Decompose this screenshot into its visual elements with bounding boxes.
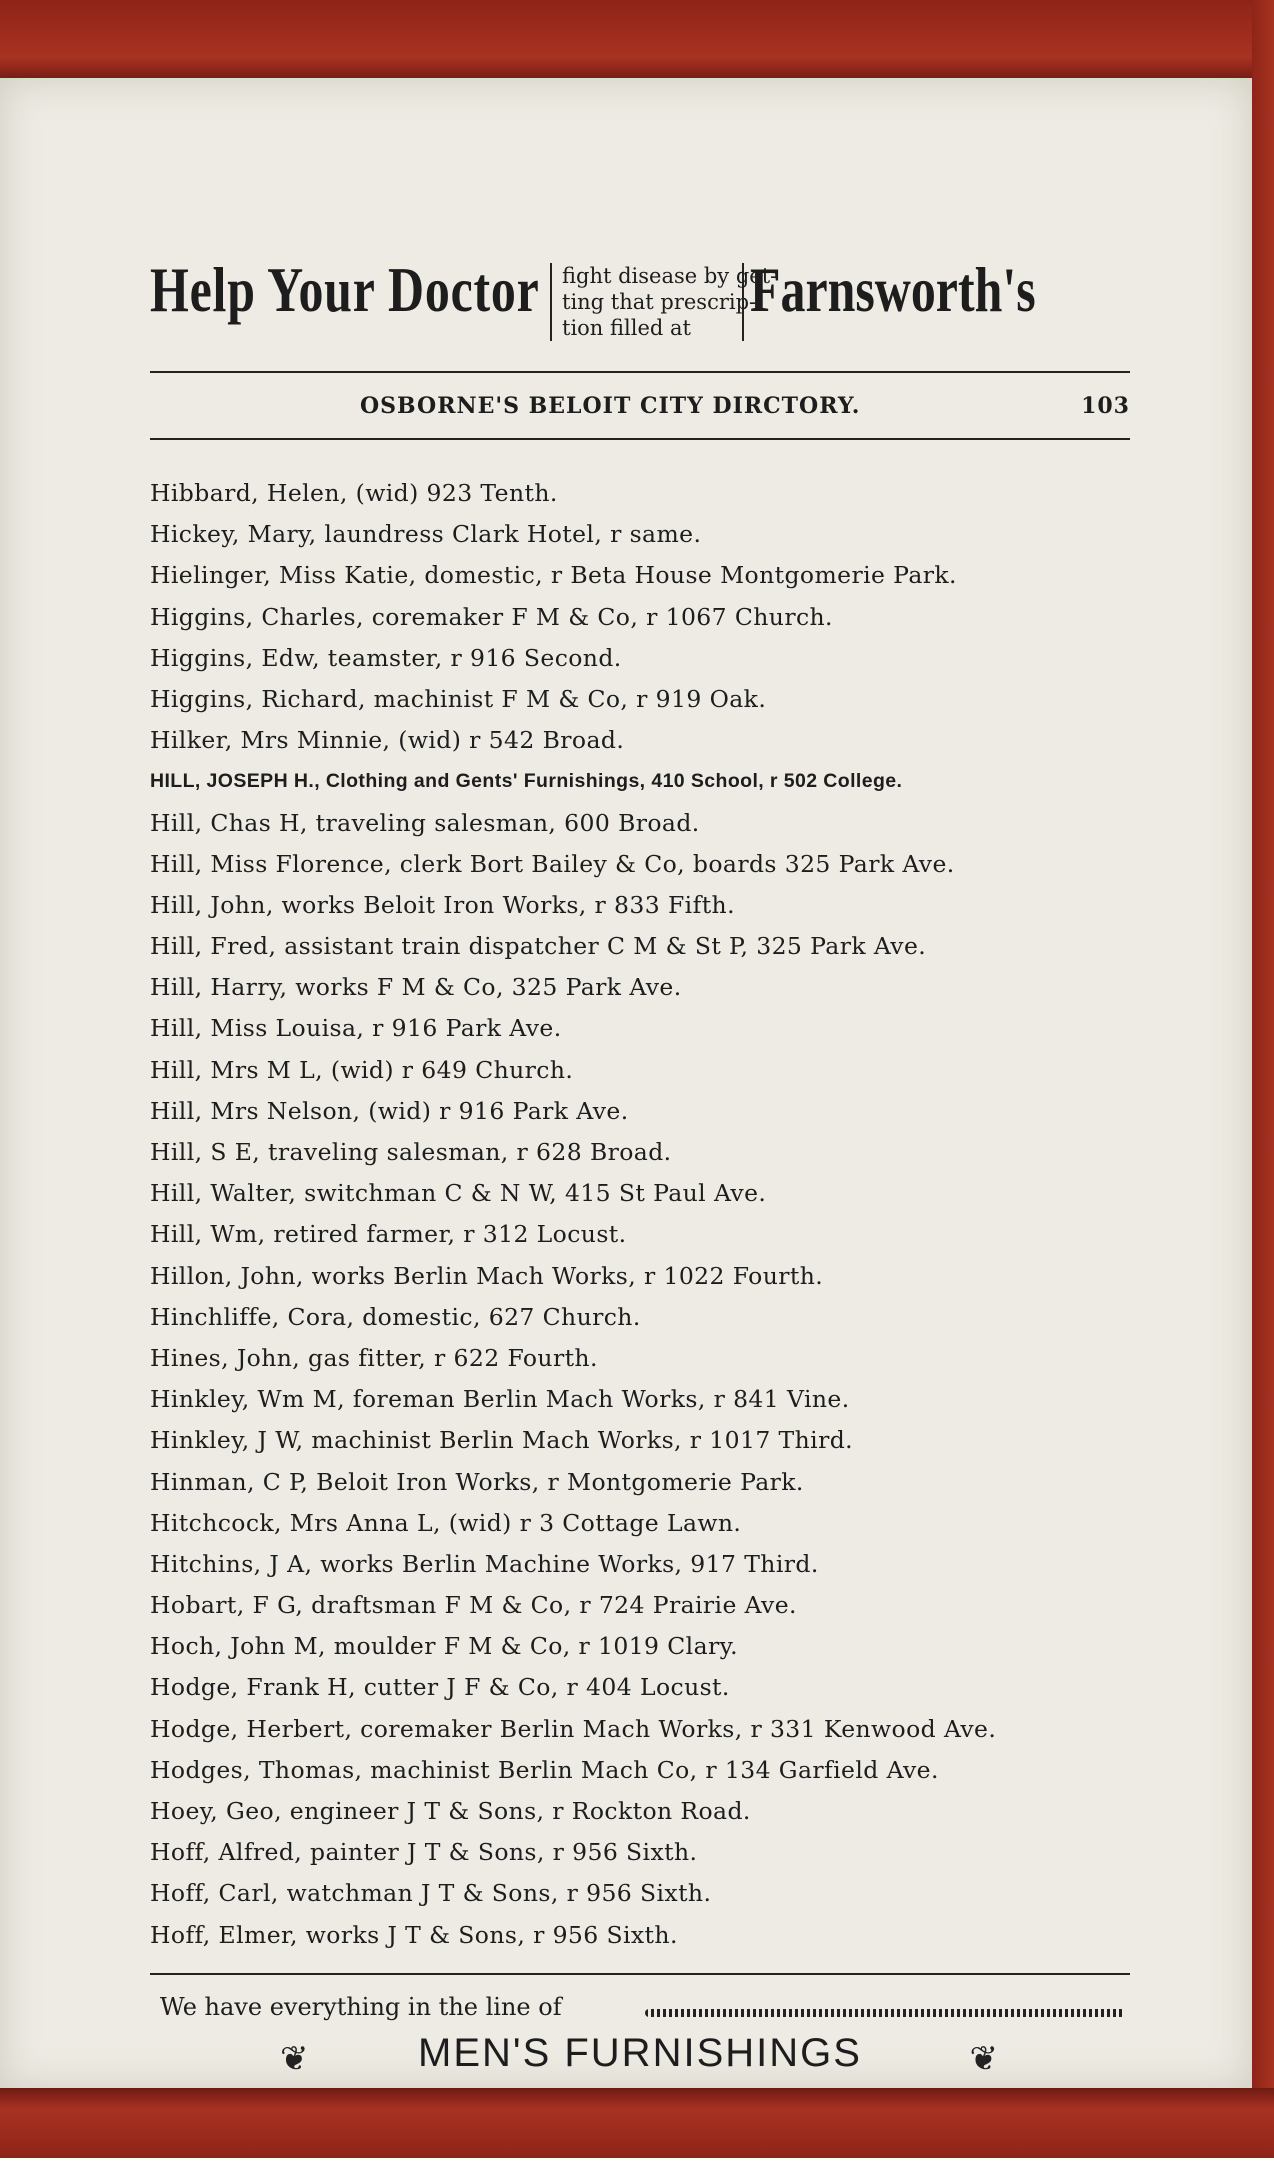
ad-headline-right: Farnsworth's (750, 254, 1036, 325)
directory-entry: Hinkley, Wm M, foreman Berlin Mach Works, r 841 Vine. (150, 1385, 850, 1414)
directory-entry: Higgins, Charles, coremaker F M & Co, r 1067 Church. (150, 602, 833, 631)
directory-title: OSBORNE'S BELOIT CITY DIRCTORY. (360, 393, 861, 419)
ad-middle-line: tion filled at (562, 316, 691, 340)
directory-entry: Hinkley, J W, machinist Berlin Mach Works, r 1017 Third. (150, 1426, 854, 1455)
ad-headline-left: Help Your Doctor (150, 254, 540, 325)
directory-entry: Hill, Chas H, traveling salesman, 600 Broad. (150, 808, 700, 837)
directory-entry: Hilker, Mrs Minnie, (wid) r 542 Broad. (150, 726, 625, 755)
directory-entry: Hoey, Geo, engineer J T & Sons, r Rockton Road. (150, 1797, 751, 1825)
directory-entry: Higgins, Edw, teamster, r 916 Second. (150, 643, 622, 672)
directory-entry: Hinman, C P, Beloit Iron Works, r Montgomerie Park. (150, 1467, 804, 1496)
mens-furnishings-label: MEN'S FURNISHINGS (418, 2031, 862, 2075)
directory-entry: Hibbard, Helen, (wid) 923 Tenth. (150, 479, 558, 507)
ornament-icon: ❦ (969, 2040, 1000, 2078)
red-binding-top (0, 0, 1274, 82)
directory-entry: Hines, John, gas fitter, r 622 Fourth. (150, 1343, 598, 1372)
directory-entry: Hoff, Carl, watchman J T & Sons, r 956 Sixth. (150, 1879, 712, 1908)
header-advertisement (150, 253, 1130, 363)
page-number: 103 (1081, 393, 1130, 419)
directory-entry: HILL, JOSEPH H., Clothing and Gents' Furnishings, 410 School, r 502 College. (150, 770, 903, 793)
header-rule (150, 371, 1130, 373)
directory-entry: Hill, Fred, assistant train dispatcher C M & St P, 325 Park Ave. (150, 932, 927, 961)
directory-entry: Hill, Walter, switchman C & N W, 415 St Paul Ave. (150, 1179, 767, 1208)
running-head-rule (150, 438, 1130, 440)
directory-entry: Hitchins, J A, works Berlin Machine Works, 917 Third. (150, 1549, 819, 1578)
directory-entry: Hodges, Thomas, machinist Berlin Mach Co, r 134 Garfield Ave. (150, 1755, 939, 1784)
footer-rule (150, 1973, 1130, 1975)
footer-ad-line1: We have everything in the line of (160, 1993, 562, 2021)
bleed-through-text (632, 138, 1192, 258)
red-binding-right (1252, 0, 1274, 2158)
directory-entry: Higgins, Richard, machinist F M & Co, r 919 Oak. (150, 684, 767, 713)
directory-entry: Hill, Miss Florence, clerk Bort Bailey & Co, boards 325 Park Ave. (150, 849, 955, 878)
directory-entry: Hill, John, works Beloit Iron Works, r 833 Fifth. (150, 890, 735, 919)
wavy-rule (645, 2009, 1125, 2017)
directory-entry: Hitchcock, Mrs Anna L, (wid) r 3 Cottage Lawn. (150, 1508, 742, 1537)
footer-ad-headline (150, 2031, 1130, 2091)
directory-page (0, 78, 1252, 2090)
directory-entry: Hodge, Herbert, coremaker Berlin Mach Works, r 331 Kenwood Ave. (150, 1714, 997, 1743)
directory-entry: Hinchliffe, Cora, domestic, 627 Church. (150, 1302, 641, 1331)
running-head (150, 393, 1130, 433)
ad-middle-line: fight disease by get- (562, 264, 778, 288)
directory-entry: Hoff, Alfred, painter J T & Sons, r 956 Sixth. (150, 1838, 698, 1867)
directory-entry: Hill, Mrs Nelson, (wid) r 916 Park Ave. (150, 1096, 629, 1125)
directory-entry: Hill, Wm, retired farmer, r 312 Locust. (150, 1220, 627, 1249)
directory-entry: Hill, S E, traveling salesman, r 628 Broad. (150, 1138, 672, 1166)
directory-entry: Hobart, F G, draftsman F M & Co, r 724 Prairie Ave. (150, 1591, 797, 1620)
directory-entry: Hill, Miss Louisa, r 916 Park Ave. (150, 1014, 562, 1043)
ad-middle-text (550, 263, 778, 341)
directory-entry: Hoch, John M, moulder F M & Co, r 1019 Clary. (150, 1632, 739, 1661)
directory-entry: Hodge, Frank H, cutter J F & Co, r 404 Locust. (150, 1673, 730, 1702)
directory-entry: Hill, Harry, works F M & Co, 325 Park Ave. (150, 973, 682, 1002)
directory-entry: Hickey, Mary, laundress Clark Hotel, r same. (150, 520, 702, 549)
ad-middle-line: ting that prescrip- (562, 290, 757, 314)
directory-entry: Hoff, Elmer, works J T & Sons, r 956 Sixth. (150, 1920, 678, 1949)
red-binding-bottom (0, 2088, 1274, 2158)
directory-entry: Hill, Mrs M L, (wid) r 649 Church. (150, 1055, 574, 1084)
directory-entries (150, 473, 1150, 1956)
directory-entry: Hillon, John, works Berlin Mach Works, r 1022 Fourth. (150, 1261, 824, 1290)
directory-entry: Hielinger, Miss Katie, domestic, r Beta House Montgomerie Park. (150, 561, 957, 590)
ornament-icon: ❦ (280, 2040, 311, 2078)
